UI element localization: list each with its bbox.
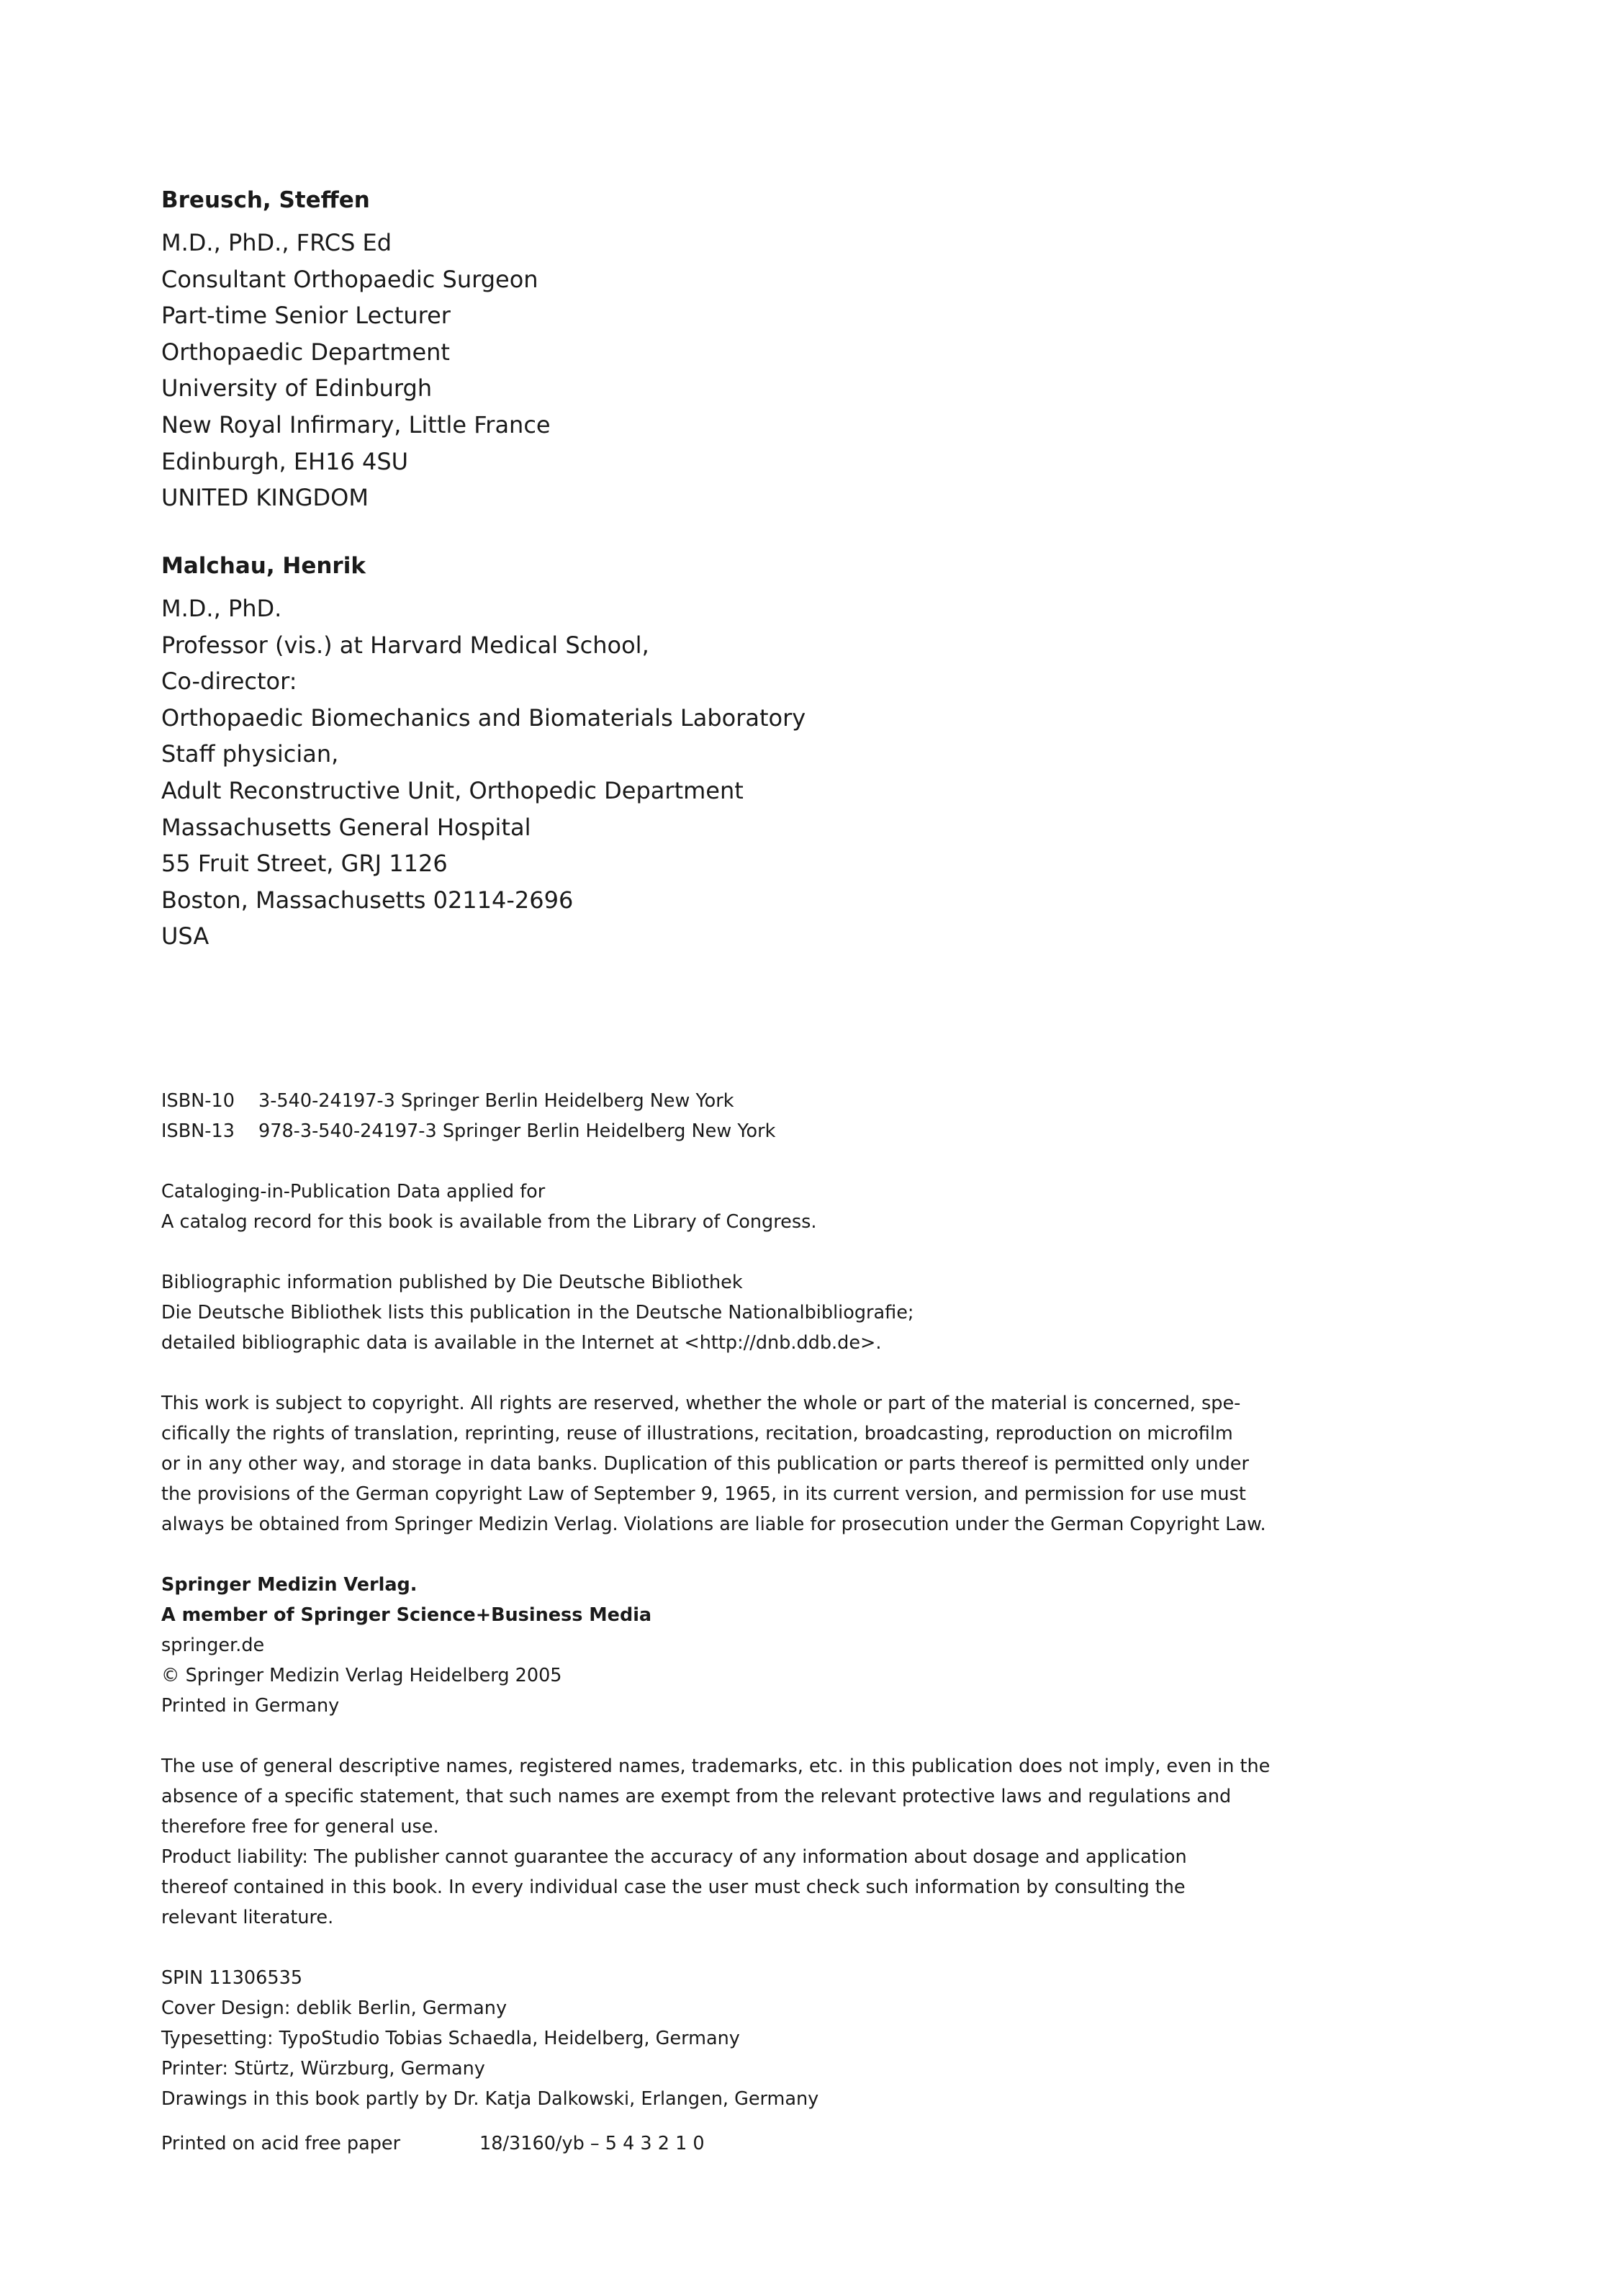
isbn-value: 3-540-24197-3 Springer Berlin Heidelberg New York <box>258 1090 734 1112</box>
bibliographic-block <box>161 1267 1299 1358</box>
author-block-breusch <box>161 183 1299 516</box>
cip-block <box>161 1177 1299 1237</box>
publisher-block <box>161 1570 1299 1721</box>
isbn-label: ISBN-10 <box>161 1090 235 1112</box>
isbn-10-row <box>161 1086 1299 1116</box>
author-position: Consultant Orthopaedic Surgeon <box>161 265 538 293</box>
isbn-block <box>161 1086 1299 1146</box>
copyright-line: cifically the rights of translation, reprinting, reuse of illustrations, recitation, broadcasting, reproduction on microfilm <box>161 1423 1233 1444</box>
liability-line: relevant literature. <box>161 1907 334 1928</box>
usage-line: The use of general descriptive names, registered names, trademarks, etc. in this publication does not imply, even in the <box>161 1756 1271 1777</box>
copyright-line: the provisions of the German copyright Law of September 9, 1965, in its current version, and permission for use must <box>161 1483 1246 1505</box>
author-country: USA <box>161 922 209 950</box>
typesetting-credit: Typesetting: TypoStudio Tobias Schaedla, Heidelberg, Germany <box>161 2028 740 2049</box>
author-department: Orthopaedic Biomechanics and Biomaterials Laboratory <box>161 704 806 732</box>
bibliographic-line: Die Deutsche Bibliothek lists this publication in the Deutsche Nationalbibliografie; <box>161 1302 914 1323</box>
bibliographic-line: Bibliographic information published by Die Deutsche Bibliothek <box>161 1272 743 1293</box>
cover-design-credit: Cover Design: deblik Berlin, Germany <box>161 1997 508 2019</box>
liability-line: thereof contained in this book. In every individual case the user must check such information by consulting the <box>161 1876 1186 1898</box>
isbn-value: 978-3-540-24197-3 Springer Berlin Heidelberg New York <box>258 1120 776 1142</box>
liability-line: Product liability: The publisher cannot guarantee the accuracy of any information about dosage and application <box>161 1846 1187 1868</box>
author-position: Part-time Senior Lecturer <box>161 302 451 330</box>
acid-free-paper: Printed on acid free paper <box>161 2133 401 2154</box>
printed-in: Printed in Germany <box>161 1695 340 1717</box>
author-address: Boston, Massachusetts 02114-2696 <box>161 886 574 914</box>
author-degree: M.D., PhD., FRCS Ed <box>161 229 392 256</box>
publisher-website: springer.de <box>161 1635 265 1656</box>
printer-credit: Printer: Stürtz, Würzburg, Germany <box>161 2058 485 2080</box>
author-position: Staff physician, <box>161 740 339 768</box>
author-department: Adult Reconstructive Unit, Orthopedic Department <box>161 776 744 804</box>
copyright-line: or in any other way, and storage in data banks. Duplication of this publication or parts thereof is permitted only under <box>161 1453 1249 1475</box>
author-department: Orthopaedic Department <box>161 338 450 366</box>
print-code: 18/3160/yb – 5 4 3 2 1 0 <box>479 2133 705 2154</box>
publisher-member: A member of Springer Science+Business Media <box>161 1604 652 1626</box>
footer-line <box>161 2129 1299 2159</box>
author-name: Malchau, Henrik <box>161 553 366 579</box>
author-institution: University of Edinburgh <box>161 374 433 403</box>
copyright-notice <box>161 1388 1299 1539</box>
author-name: Breusch, Steffen <box>161 187 370 213</box>
usage-notice <box>161 1751 1299 1933</box>
copyright-line: This work is subject to copyright. All rights are reserved, whether the whole or part of the material is concerned, spe- <box>161 1393 1241 1414</box>
spin-number: SPIN 11306535 <box>161 1967 303 1989</box>
author-position: Professor (vis.) at Harvard Medical School, <box>161 631 649 659</box>
author-block-malchau <box>161 549 1299 955</box>
usage-line: therefore free for general use. <box>161 1816 439 1838</box>
author-address: New Royal Infirmary, Little France <box>161 410 551 439</box>
publisher-name: Springer Medizin Verlag. <box>161 1574 418 1596</box>
author-address: 55 Fruit Street, GRJ 1126 <box>161 850 448 878</box>
usage-line: absence of a specific statement, that such names are exempt from the relevant protective laws and regulations and <box>161 1786 1232 1807</box>
author-position: Co-director: <box>161 667 297 696</box>
isbn-label: ISBN-13 <box>161 1120 235 1142</box>
cip-line: A catalog record for this book is available from the Library of Congress. <box>161 1211 817 1233</box>
author-degree: M.D., PhD. <box>161 595 282 622</box>
publisher-copyright: © Springer Medizin Verlag Heidelberg 2005 <box>161 1665 562 1686</box>
drawings-credit: Drawings in this book partly by Dr. Katja Dalkowski, Erlangen, Germany <box>161 2088 819 2110</box>
author-institution: Massachusetts General Hospital <box>161 813 531 841</box>
copyright-line: always be obtained from Springer Medizin Verlag. Violations are liable for prosecution under the German Copyright Law. <box>161 1514 1266 1535</box>
bibliographic-line: detailed bibliographic data is available in the Internet at <http://dnb.ddb.de>. <box>161 1332 882 1354</box>
production-credits <box>161 1963 1299 2114</box>
footer-row <box>161 2129 1299 2159</box>
isbn-13-row <box>161 1116 1299 1146</box>
author-address: Edinburgh, EH16 4SU <box>161 447 409 475</box>
author-country: UNITED KINGDOM <box>161 484 369 512</box>
cip-line: Cataloging-in-Publication Data applied for <box>161 1181 546 1203</box>
